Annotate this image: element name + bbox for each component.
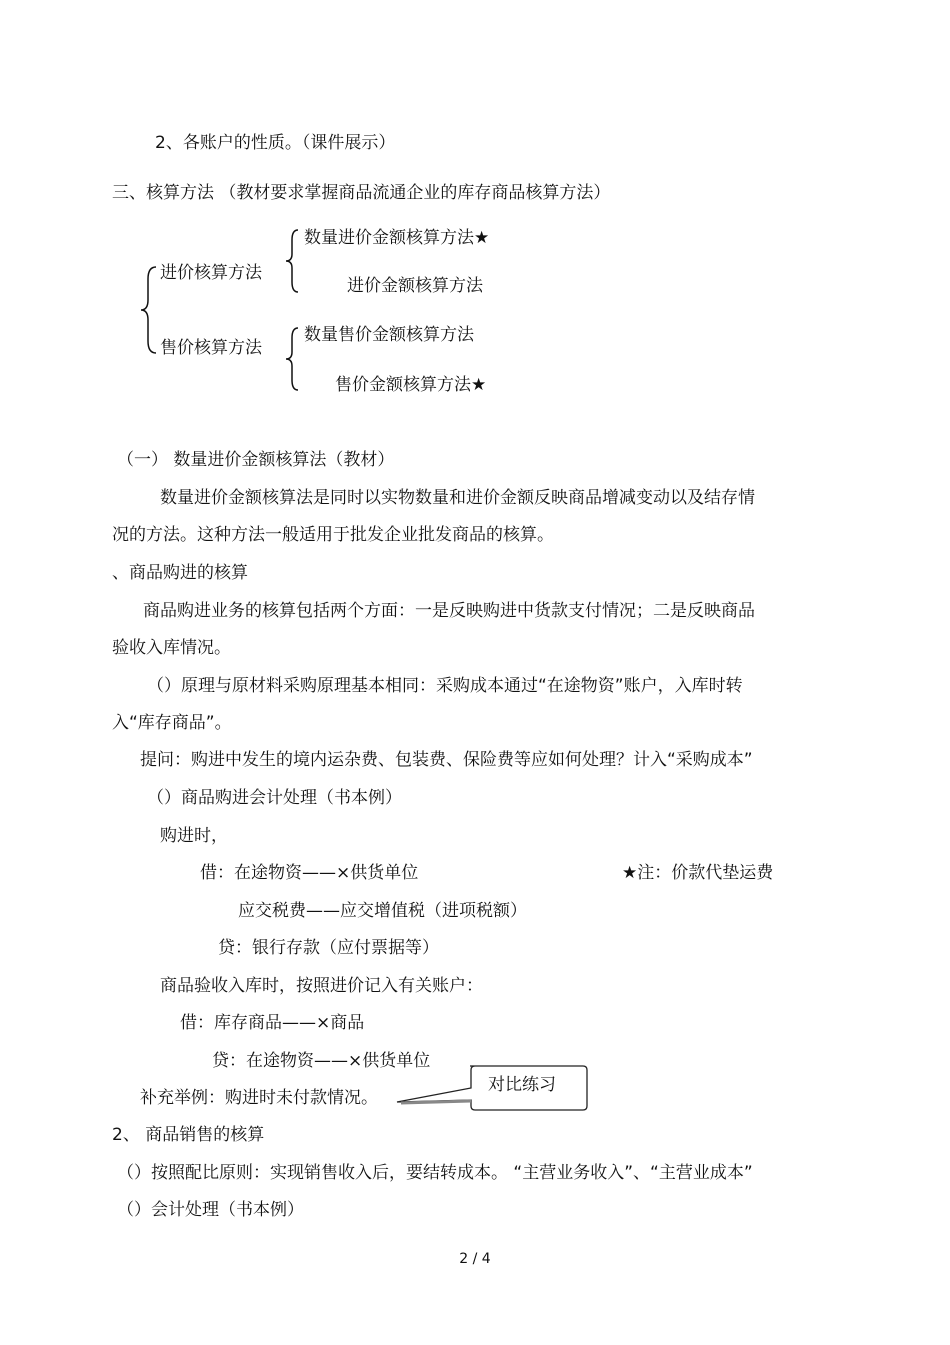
paragraph-line: （）按照配比原则：实现销售收入后，要结转成本。 “主营业务收入”、“主营业成本” — [117, 1163, 753, 1183]
journal-debit-line: 借：库存商品——×商品 — [180, 1013, 365, 1033]
tree-qty-purchase-amount: 数量进价金额核算方法★ — [304, 228, 490, 248]
paragraph-line: （）会计处理（书本例） — [117, 1200, 304, 1220]
lower-brace — [284, 326, 302, 392]
subheading-qty-purchase-method: （一） 数量进价金额核算法（教材） — [117, 450, 395, 470]
note-freight: ★注：价款代垫运费 — [622, 863, 774, 883]
callout-label: 对比练习 — [488, 1075, 556, 1095]
paragraph-line: 购进时， — [160, 826, 228, 846]
heading-account-nature: 2、各账户的性质。（课件展示） — [155, 133, 396, 153]
question-line: 提问：购进中发生的境内运杂费、包装费、保险费等应如何处理？计入“采购成本” — [140, 750, 753, 770]
journal-debit-line: 借：在途物资——×供货单位 — [200, 863, 419, 883]
subheading-purchase-accounting: 、商品购进的核算 — [112, 563, 248, 583]
tree-root-selling-price: 售价核算方法 — [160, 338, 262, 358]
journal-credit-line: 贷：在途物资——×供货单位 — [212, 1051, 431, 1071]
paragraph-line: 数量进价金额核算法是同时以实物数量和进价金额反映商品增减变动以及结存情 — [160, 488, 755, 508]
subheading-sales-accounting: 2、 商品销售的核算 — [112, 1125, 265, 1145]
supplementary-example: 补充举例：购进时未付款情况。 — [140, 1088, 378, 1108]
tree-purchase-amount: 进价金额核算方法 — [347, 276, 483, 296]
tree-root-purchase-price: 进价核算方法 — [160, 263, 262, 283]
journal-credit-line: 贷：银行存款（应付票据等） — [218, 938, 439, 958]
tree-qty-selling-amount: 数量售价金额核算方法 — [304, 325, 474, 345]
page-number: 2 / 4 — [459, 1251, 491, 1267]
tree-selling-amount: 售价金额核算方法★ — [335, 375, 487, 395]
paragraph-line: 商品验收入库时，按照进价记入有关账户： — [160, 976, 483, 996]
paragraph-line: 况的方法。这种方法一般适用于批发企业批发商品的核算。 — [112, 525, 554, 545]
heading-accounting-methods: 三、核算方法 （教材要求掌握商品流通企业的库存商品核算方法） — [112, 183, 611, 203]
paragraph-line: （）原理与原材料采购原理基本相同：采购成本通过“在途物资”账户，入库时转 — [147, 676, 743, 696]
paragraph-line: 商品购进业务的核算包括两个方面：一是反映购进中货款支付情况；二是反映商品 — [143, 601, 755, 621]
paragraph-line: （）商品购进会计处理（书本例） — [147, 788, 402, 808]
paragraph-line: 入“库存商品”。 — [112, 713, 232, 733]
upper-brace — [284, 228, 302, 294]
paragraph-line: 验收入库情况。 — [112, 638, 231, 658]
left-brace — [138, 265, 160, 355]
journal-debit-line: 应交税费——应交增值税（进项税额） — [238, 901, 527, 921]
